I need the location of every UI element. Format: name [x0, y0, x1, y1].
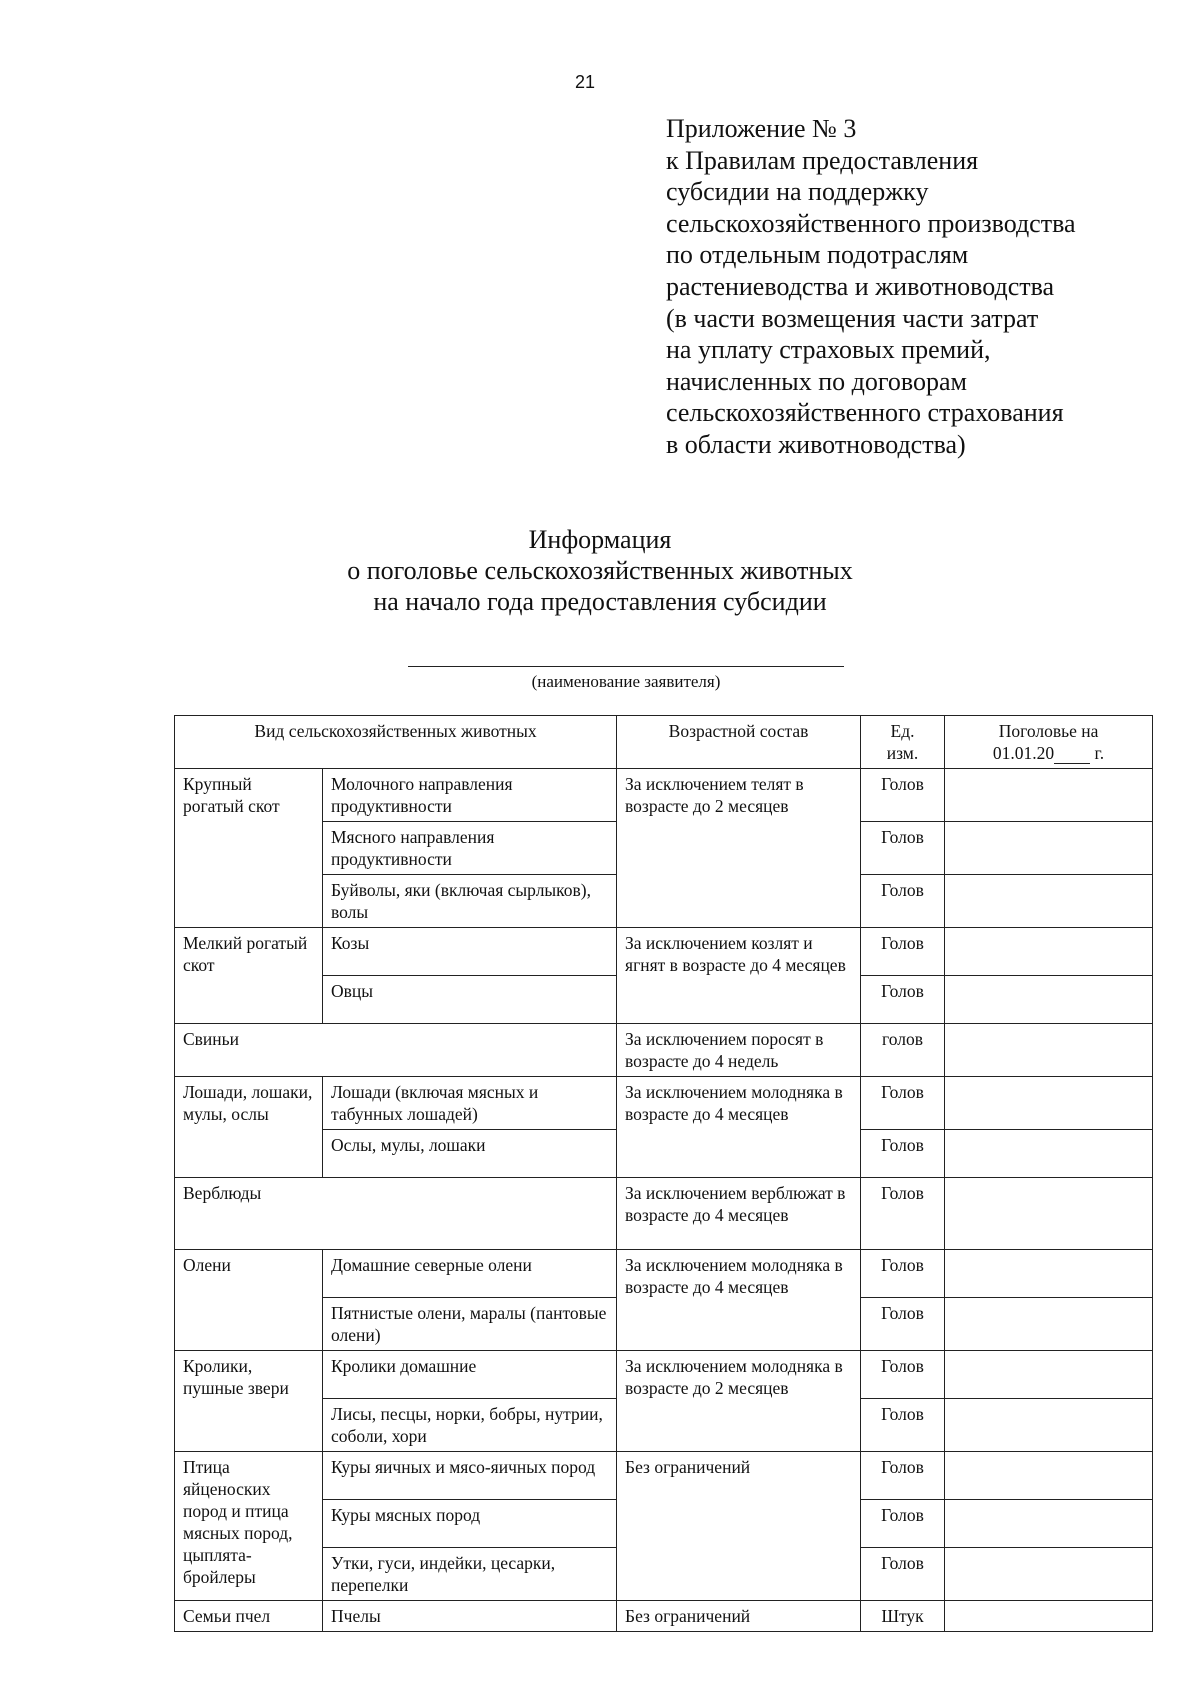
count-input-cell[interactable]: [945, 1548, 1153, 1601]
subtype-cell: Домашние северные олени: [323, 1250, 617, 1298]
table-row: [175, 1601, 1153, 1632]
unit-cell: Голов: [861, 1130, 945, 1178]
appendix-line: Приложение № 3: [666, 114, 857, 143]
count-input-cell[interactable]: [945, 1399, 1153, 1452]
unit-cell: Голов: [861, 1077, 945, 1130]
count-input-cell[interactable]: [945, 1601, 1153, 1632]
age-cell: За исключением поросят в возрасте до 4 недель: [617, 1024, 861, 1077]
unit-cell: Голов: [861, 769, 945, 822]
appendix-line: на уплату страховых премий,: [666, 335, 991, 365]
group-name-small-cattle: Мелкий рогатый скот: [175, 928, 323, 1024]
unit-cell: Голов: [861, 976, 945, 1024]
age-cell: За исключением телят в возрасте до 2 месяцев: [617, 769, 861, 928]
unit-cell: Голов: [861, 1500, 945, 1548]
appendix-line: растениеводства и животноводства: [666, 271, 1055, 301]
count-input-cell[interactable]: [945, 1250, 1153, 1298]
unit-cell: Голов: [861, 1399, 945, 1452]
unit-cell: Голов: [861, 1452, 945, 1500]
subtype-cell: Козы: [323, 928, 617, 976]
appendix-line: в области животноводства): [666, 429, 966, 459]
applicant-name-field[interactable]: [408, 666, 844, 667]
count-input-cell[interactable]: [945, 1452, 1153, 1500]
age-cell: За исключением молодняка в возрасте до 4 месяцев: [617, 1250, 861, 1351]
year-blank[interactable]: [1054, 747, 1090, 764]
title-line: на начало года предоставления субсидии: [373, 587, 827, 616]
count-date-suffix: г.: [1094, 743, 1105, 763]
unit-cell: голов: [861, 1024, 945, 1077]
document-title: [250, 524, 950, 617]
appendix-line: субсидии на поддержку: [666, 177, 929, 207]
header-count-date: [953, 742, 1144, 764]
subtype-cell: Молочного направления продуктивности: [323, 769, 617, 822]
table-row: [175, 769, 1153, 822]
unit-cell: Голов: [861, 1548, 945, 1601]
subtype-cell: Кролики домашние: [323, 1351, 617, 1399]
count-input-cell[interactable]: [945, 1500, 1153, 1548]
subtype-cell: Куры яичных и мясо-яичных пород: [323, 1452, 617, 1500]
age-cell: За исключением молодняка в возрасте до 4 месяцев: [617, 1077, 861, 1178]
age-cell: За исключением козлят и ягнят в возрасте до 4 месяцев: [617, 928, 861, 1024]
unit-cell: Голов: [861, 1351, 945, 1399]
table-row: [175, 1178, 1153, 1250]
group-name-bees: Семьи пчел: [175, 1601, 323, 1632]
age-cell: Без ограничений: [617, 1601, 861, 1632]
appendix-line: начисленных по договорам: [666, 366, 968, 396]
subtype-cell: Лошади (включая мясных и табунных лошадей): [323, 1077, 617, 1130]
header-age: Возрастной состав: [617, 716, 861, 769]
title-line: о поголовье сельскохозяйственных животных: [347, 556, 853, 585]
unit-cell: Голов: [861, 1298, 945, 1351]
subtype-cell: Мясного направления продуктивности: [323, 822, 617, 875]
count-input-cell[interactable]: [945, 769, 1153, 822]
count-input-cell[interactable]: [945, 976, 1153, 1024]
header-count: [945, 716, 1153, 769]
count-input-cell[interactable]: [945, 1351, 1153, 1399]
group-name-poultry: Птица яйценоских пород и птица мясных пород, цыплята-бройлеры: [175, 1452, 323, 1601]
header-unit: [861, 716, 945, 769]
subtype-cell: Пятнистые олени, маралы (пантовые олени): [323, 1298, 617, 1351]
age-cell: Без ограничений: [617, 1452, 861, 1601]
subtype-cell: Лисы, песцы, норки, бобры, нутрии, соболи, хори: [323, 1399, 617, 1452]
appendix-line: сельскохозяйственного производства: [666, 208, 1076, 238]
count-input-cell[interactable]: [945, 1178, 1153, 1250]
unit-cell: Голов: [861, 1250, 945, 1298]
count-input-cell[interactable]: [945, 1298, 1153, 1351]
age-cell: За исключением верблюжат в возрасте до 4 месяцев: [617, 1178, 861, 1250]
livestock-table: [174, 715, 1153, 1632]
subtype-cell: Пчелы: [323, 1601, 617, 1632]
header-unit-line: изм.: [886, 743, 919, 763]
unit-cell: Голов: [861, 875, 945, 928]
appendix-line: по отдельным подотраслям: [666, 240, 969, 270]
group-name-camels: Верблюды: [175, 1178, 617, 1250]
subtype-cell: Куры мясных пород: [323, 1500, 617, 1548]
appendix-line: сельскохозяйственного страхования: [666, 398, 1064, 428]
group-name-deer: Олени: [175, 1250, 323, 1351]
count-input-cell[interactable]: [945, 822, 1153, 875]
title-line: Информация: [528, 525, 672, 554]
table-header-row: [175, 716, 1153, 769]
unit-cell: Голов: [861, 928, 945, 976]
count-input-cell[interactable]: [945, 1024, 1153, 1077]
subtype-cell: Овцы: [323, 976, 617, 1024]
table-row: [175, 1452, 1153, 1500]
count-input-cell[interactable]: [945, 875, 1153, 928]
appendix-line: к Правилам предоставления: [666, 145, 979, 175]
header-unit-line: Ед.: [890, 721, 915, 741]
subtype-cell: Буйволы, яки (включая сырлыков), волы: [323, 875, 617, 928]
unit-cell: Голов: [861, 1178, 945, 1250]
applicant-caption: (наименование заявителя): [531, 672, 721, 691]
unit-cell: Голов: [861, 822, 945, 875]
age-cell: За исключением молодняка в возрасте до 2 месяцев: [617, 1351, 861, 1452]
group-name-rabbits: Кролики, пушные звери: [175, 1351, 323, 1452]
table-row: [175, 1351, 1153, 1399]
table-row: [175, 928, 1153, 976]
count-date-prefix: 01.01.20: [992, 743, 1055, 763]
table-row: [175, 1024, 1153, 1077]
count-input-cell[interactable]: [945, 1130, 1153, 1178]
count-input-cell[interactable]: [945, 928, 1153, 976]
header-count-line: Поголовье на: [998, 721, 1099, 741]
count-input-cell[interactable]: [945, 1077, 1153, 1130]
subtype-cell: Утки, гуси, индейки, цесарки, перепелки: [323, 1548, 617, 1601]
subtype-cell: Ослы, мулы, лошаки: [323, 1130, 617, 1178]
group-name-horses: Лошади, лошаки, мулы, ослы: [175, 1077, 323, 1178]
table-row: [175, 1250, 1153, 1298]
page-number: 21: [574, 72, 596, 92]
appendix-line: (в части возмещения части затрат: [666, 303, 1039, 333]
header-type: Вид сельскохозяйственных животных: [175, 716, 617, 769]
group-name-cattle: Крупный рогатый скот: [175, 769, 323, 928]
group-name-pigs: Свиньи: [175, 1024, 617, 1077]
unit-cell: Штук: [861, 1601, 945, 1632]
table-row: [175, 1077, 1153, 1130]
appendix-header: [666, 113, 1166, 461]
